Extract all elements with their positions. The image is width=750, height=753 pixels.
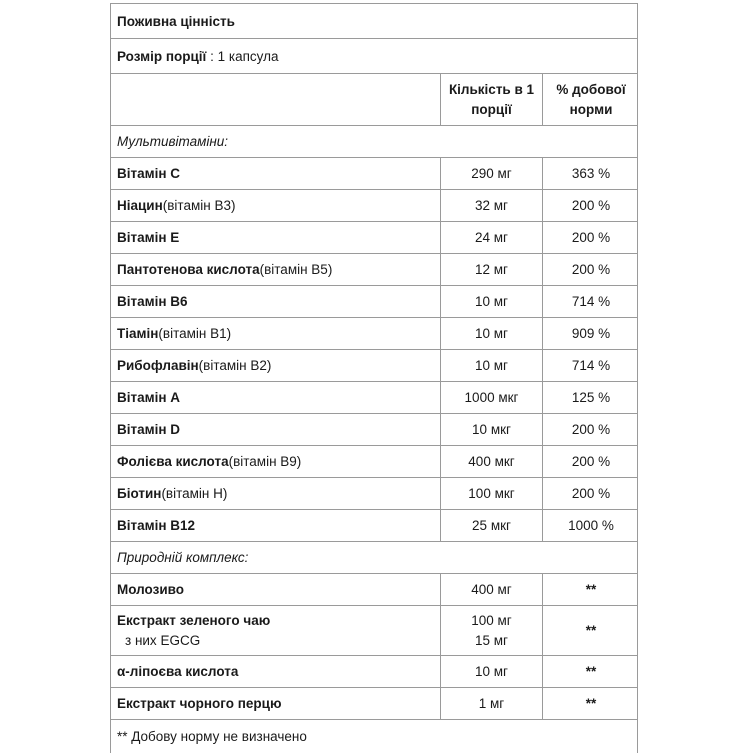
nutrient-name: Пантотенова кислота (вітамін В5) [117, 262, 333, 277]
nutrient-name: Вітамін В12 [117, 518, 196, 533]
table-row [111, 157, 637, 189]
table-row [111, 189, 637, 221]
nutrient-daily-value: 714 % [542, 350, 639, 381]
nutrition-table [110, 3, 638, 753]
nutrient-daily-value: 200 % [542, 478, 639, 509]
table-title-row [111, 3, 637, 38]
nutrient-daily-value: 200 % [542, 414, 639, 445]
header-name-cell [111, 74, 440, 125]
nutrient-name-main: Екстракт зеленого чаю [117, 612, 271, 628]
table-row [111, 221, 637, 253]
serving-size-value: : 1 капсула [210, 48, 279, 64]
nutrient-name: Тіамін (вітамін В1) [117, 326, 232, 341]
nutrient-name: Біотин (вітамін Н) [117, 486, 228, 501]
table-row [111, 655, 637, 687]
nutrient-daily-value: 200 % [542, 222, 639, 253]
nutrient-daily-value: ** [542, 688, 639, 719]
nutrient-amount: 24 мг [440, 222, 542, 253]
table-row [111, 349, 637, 381]
table-row [111, 285, 637, 317]
nutrient-amount: 12 мг [440, 254, 542, 285]
nutrient-amount: 25 мкг [440, 510, 542, 541]
serving-size-label: Розмір порції [117, 48, 207, 64]
nutrient-daily-value: 200 % [542, 446, 639, 477]
nutrient-daily-value: 714 % [542, 286, 639, 317]
nutrient-amount: 10 мг [440, 318, 542, 349]
nutrient-daily-value: 909 % [542, 318, 639, 349]
header-amount: Кількість в 1 порції [440, 74, 542, 125]
nutrient-name: Молозиво [117, 582, 184, 597]
nutrient-name: Вітамін В6 [117, 294, 188, 309]
nutrient-name: Фолієва кислота (вітамін В9) [117, 454, 302, 469]
nutrient-amount: 10 мг [440, 656, 542, 687]
serving-size-row [111, 38, 637, 73]
nutrient-name: Вітамін D [117, 422, 181, 437]
nutrient-daily-value: 200 % [542, 190, 639, 221]
nutrient-amount: 10 мкг [440, 414, 542, 445]
nutrient-amount: 100 мкг [440, 478, 542, 509]
nutrient-amount: 32 мг [440, 190, 542, 221]
table-row [111, 317, 637, 349]
nutrient-amount: 290 мг [440, 158, 542, 189]
table-row [111, 573, 637, 605]
table-row [111, 253, 637, 285]
nutrient-daily-value: 363 % [542, 158, 639, 189]
nutrient-name: Екстракт чорного перцю [117, 696, 282, 711]
nutrient-name: Рибофлавін (вітамін В2) [117, 358, 272, 373]
nutrient-amount-sub: 15 мг [475, 632, 508, 648]
serving-size [111, 39, 637, 73]
section-header-row [111, 125, 637, 157]
section-header-row [111, 541, 637, 573]
table-row [111, 477, 637, 509]
nutrient-amount: 10 мг [440, 286, 542, 317]
nutrient-amount: 1000 мкг [440, 382, 542, 413]
nutrient-daily-value: 125 % [542, 382, 639, 413]
nutrient-daily-value: 200 % [542, 254, 639, 285]
section-title: Мультивітаміни: [117, 134, 229, 149]
nutrient-daily-value: ** [542, 574, 639, 605]
nutrient-amount-main: 100 мг [471, 612, 512, 628]
nutrient-name: Вітамін Е [117, 230, 180, 245]
section-title: Природній комплекс: [117, 550, 249, 565]
nutrient-name [111, 606, 440, 655]
nutrient-name: Ніацин (вітамін В3) [117, 198, 236, 213]
footnote: ** Добову норму не визначено [117, 729, 307, 744]
table-row [111, 381, 637, 413]
table-row [111, 413, 637, 445]
nutrient-amount [440, 606, 542, 655]
nutrient-amount: 400 мкг [440, 446, 542, 477]
nutrient-name: α-ліпоєва кислота [117, 664, 239, 679]
nutrient-name-sub: з них EGCG [125, 632, 201, 648]
nutrient-amount: 10 мг [440, 350, 542, 381]
table-row [111, 445, 637, 477]
column-header-row [111, 73, 637, 125]
header-daily-value: % добової норми [542, 74, 639, 125]
nutrient-daily-value: ** [542, 656, 639, 687]
footnote-row [111, 719, 637, 753]
table-row [111, 509, 637, 541]
nutrient-daily-value: ** [542, 606, 639, 655]
nutrient-amount: 1 мг [440, 688, 542, 719]
table-row [111, 687, 637, 719]
nutrient-name: Вітамін А [117, 390, 181, 405]
table-row [111, 605, 637, 655]
table-title: Поживна цінність [117, 13, 235, 29]
nutrient-daily-value: 1000 % [542, 510, 639, 541]
nutrient-name: Вітамін С [117, 166, 181, 181]
nutrient-amount: 400 мг [440, 574, 542, 605]
